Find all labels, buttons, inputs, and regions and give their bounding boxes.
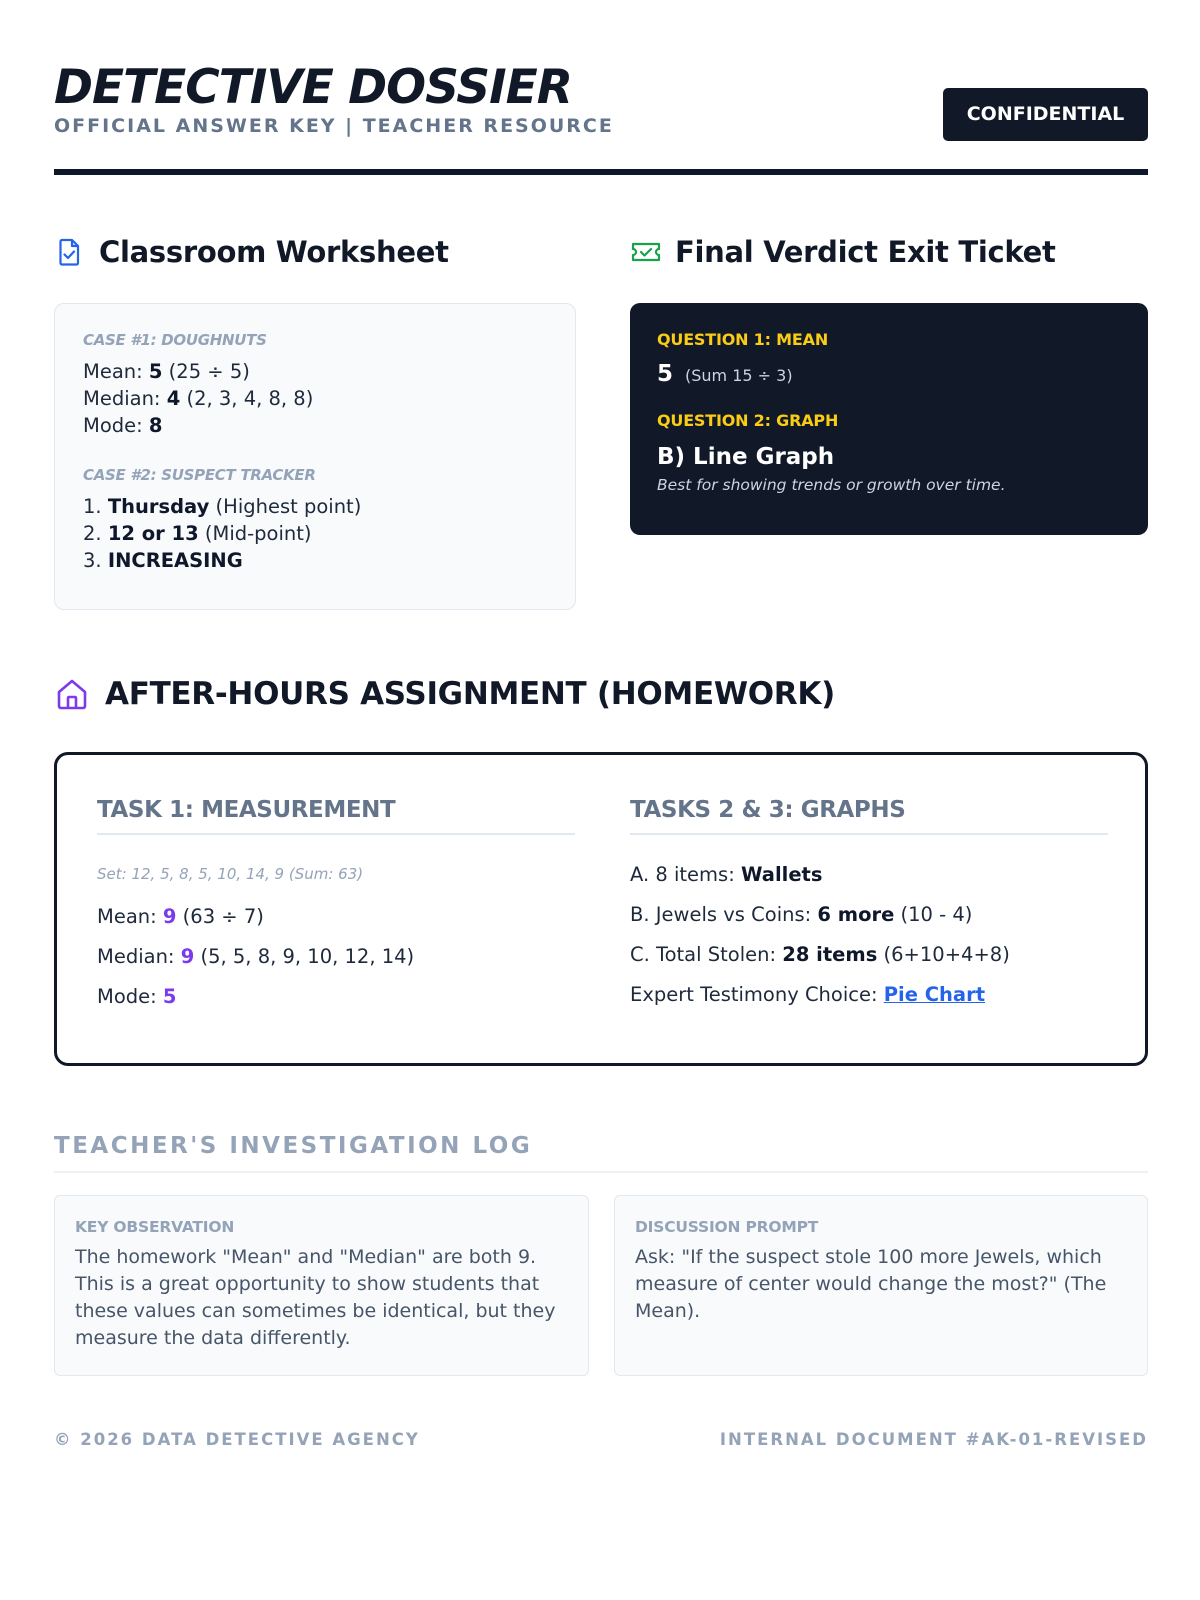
case2-label: CASE #2: SUSPECT TRACKER [83,466,316,484]
exit-ticket-heading [630,230,1056,274]
case1-mean: Mean: 5 (25 ÷ 5) [83,360,250,383]
case2-answer-1: 1. Thursday (Highest point) [83,495,362,518]
footer-document-id: INTERNAL DOCUMENT #AK-01-REVISED [719,1430,1148,1449]
case1-label: CASE #1: DOUGHNUTS [83,331,267,349]
question-2-answer: B) Line Graph [657,444,835,470]
discussion-prompt-text: Ask: "If the suspect stole 100 more Jewels, which measure of center would change the most?" (The Mean). [635,1246,1107,1322]
worksheet-heading [54,230,449,274]
discussion-prompt-card [614,1195,1148,1376]
key-observation-heading: KEY OBSERVATION [75,1218,235,1236]
exit-ticket-heading-label: Final Verdict Exit Ticket [675,235,1056,269]
worksheet-card [54,303,576,610]
ticket-check-icon [630,237,660,267]
expert-testimony: Expert Testimony Choice: Pie Chart [630,983,986,1006]
question-2-note: Best for showing trends or growth over time. [657,476,1006,494]
footer-copyright: © 2026 DATA DETECTIVE AGENCY [54,1430,420,1449]
case2-answer-2: 2. 12 or 13 (Mid-point) [83,522,312,545]
task-1-mode: Mode: 5 [97,985,177,1008]
tasks-2-3-title: TASKS 2 & 3: GRAPHS [630,797,1108,835]
task-answer-b: B. Jewels vs Coins: 6 more (10 - 4) [630,903,973,926]
key-observation-text: The homework "Mean" and "Median" are both 9. This is a great opportunity to show students that these values can sometimes be identical, but they measure the data differently. [75,1246,556,1349]
dossier-header [54,60,1148,175]
homework-box [54,752,1148,1066]
homework-heading-label: AFTER-HOURS ASSIGNMENT (HOMEWORK) [105,676,835,712]
question-1-answer [657,361,1121,387]
task-1-set: Set: 12, 5, 8, 5, 10, 14, 9 (Sum: 63) [97,865,364,883]
task-1-median: Median: 9 (5, 5, 8, 9, 10, 12, 14) [97,945,415,968]
task-answer-a: A. 8 items: Wallets [630,863,823,886]
exit-ticket-card [630,303,1148,535]
task-1-column [97,797,575,1008]
question-1-detail: (Sum 15 ÷ 3) [685,366,793,385]
task-answer-c: C. Total Stolen: 28 items (6+10+4+8) [630,943,1010,966]
investigation-log-title: TEACHER'S INVESTIGATION LOG [54,1133,1148,1173]
question-1-value: 5 [657,361,674,387]
task-1-mean: Mean: 9 (63 ÷ 7) [97,905,264,928]
case1-mode: Mode: 8 [83,414,163,437]
key-observation-card [54,1195,589,1376]
case1-median: Median: 4 (2, 3, 4, 8, 8) [83,387,314,410]
house-icon [54,676,90,712]
tasks-2-3-column [630,797,1108,1006]
case2-answer-3: 3. INCREASING [83,549,243,572]
worksheet-heading-label: Classroom Worksheet [99,235,449,269]
document-check-icon [54,237,84,267]
page-title: DETECTIVE DOSSIER [54,60,572,115]
answer-key-page [54,0,1148,1600]
homework-heading [54,672,835,716]
confidential-badge: CONFIDENTIAL [943,88,1148,141]
page-subtitle: OFFICIAL ANSWER KEY | TEACHER RESOURCE [54,115,614,137]
question-2-label: QUESTION 2: GRAPH [657,411,839,430]
discussion-prompt-heading: DISCUSSION PROMPT [635,1218,819,1236]
question-1-label: QUESTION 1: MEAN [657,330,829,349]
task-1-title: TASK 1: MEASUREMENT [97,797,575,835]
pie-chart-link[interactable]: Pie Chart [883,983,986,1006]
